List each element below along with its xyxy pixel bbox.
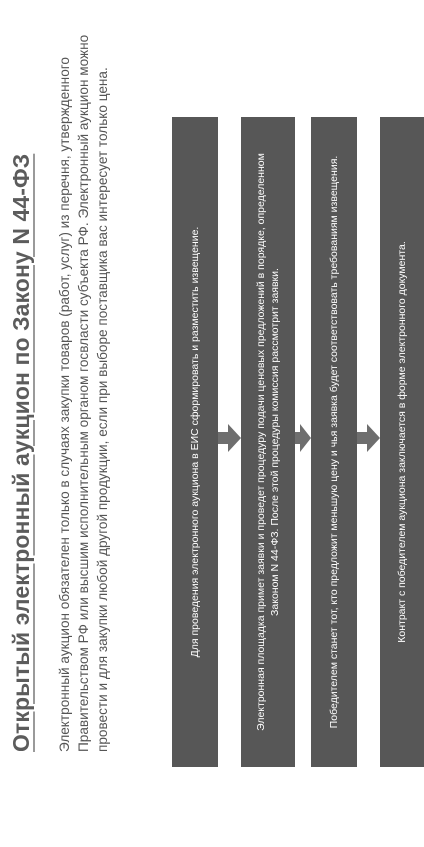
- step-text-4: Контракт с победителем аукциона заключается в форме электронного документа.: [396, 241, 408, 643]
- arrow-down-icon: [218, 424, 241, 452]
- step-text-1: Для проведения электронного аукциона в ЕИС сформировать и разместить извещение.: [189, 226, 201, 658]
- step-text-3: Победителем станет тот, кто предложит меньшую цену и чья заявка будет соответствовать требованиям извещения.: [328, 155, 340, 729]
- intro-paragraph: Электронный аукцион обязателен только в случаях закупки товаров (работ, услуг) из перечня, утвержденного Правительством РФ или высшим исполнительным органом госвласти субъекта РФ. Электронный аукцион можно провести и для закупки любой другой продукции, если при выборе поставщика вас интересует только цена.: [57, 34, 110, 752]
- step-box-1: [172, 117, 218, 767]
- step-box-3: [311, 117, 357, 767]
- step-box-4: [380, 117, 424, 767]
- page-title: Открытый электронный аукцион по Закону N 44-ФЗ: [8, 153, 34, 752]
- arrow-down-icon: [357, 424, 380, 452]
- step-box-2: [241, 117, 295, 767]
- step-text-2: Электронная площадка примет заявки и проведет процедуру подачи ценовых предложений в порядке, определенном Законом N 44-ФЗ. После этой процедуры комиссия рассмотрит заявки.: [255, 153, 281, 731]
- arrow-down-icon: [295, 424, 311, 452]
